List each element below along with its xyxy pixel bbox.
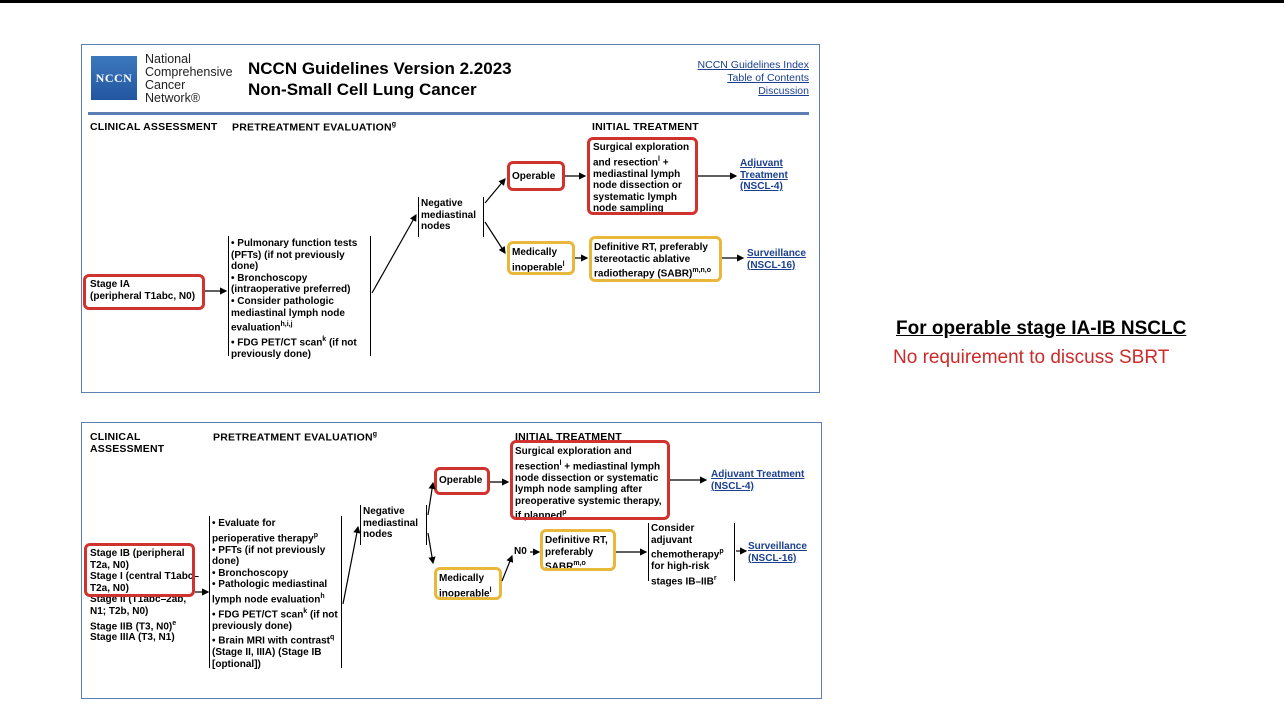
header-initial-treatment: INITIAL TREATMENT: [515, 431, 622, 443]
nccn-logo: NCCN: [91, 56, 137, 100]
list-item: Stage IIIA (T3, N1): [90, 632, 175, 644]
list-item: • PFTs (if not previously done): [212, 544, 326, 568]
operable-label: Operable: [439, 475, 483, 486]
list-item: • Bronchoscopy: [212, 567, 289, 579]
header-clinical-assessment: CLINICAL ASSESSMENT: [90, 431, 165, 455]
list-item: • Pathologic mediastinal lymph node evaluation$^h$: [212, 579, 328, 606]
header-pretreatment-evaluation: PRETREATMENT EVALUATION$^g$: [213, 431, 378, 444]
medically-inoperable-label: Medically inoperable$^l$: [512, 247, 565, 273]
n0-label: N0: [514, 546, 527, 557]
negative-nodes-label: Negative mediastinal nodes: [363, 506, 419, 541]
list-item: • Consider pathologic mediastinal lymph node evaluation$^{h,i,j}$: [231, 295, 345, 334]
surveillance-link[interactable]: Surveillance (NSCL-16): [748, 541, 807, 564]
guideline-panel-stage-ib-iiia: [81, 422, 822, 699]
stage-ia-label: Stage IA (peripheral T1abc, N0): [90, 279, 196, 302]
list-item: • FDG PET/CT scan$^k$ (if not previously done): [231, 336, 357, 360]
top-border-line: [0, 0, 1284, 3]
guideline-title: NCCN Guidelines Version 2.2023 Non-Small Cell Lung Cancer: [248, 59, 512, 99]
surveillance-link[interactable]: Surveillance (NSCL-16): [747, 248, 806, 271]
list-item: Stage IB (peripheral T2a, N0): [90, 548, 185, 571]
consider-chemotherapy-text: Consider adjuvant chemotherapy$^p$ for high-risk stages IB–IIB$^r$: [651, 523, 724, 588]
list-item: • FDG PET/CT scan$^k$ (if not previously done): [212, 607, 338, 632]
list-item: • Pulmonary function tests (PFTs) (if not previously done): [231, 238, 358, 273]
discussion-link[interactable]: Discussion: [758, 85, 809, 97]
list-item: • Brain MRI with contrast$^q$ (Stage II, IIIA) (Stage IB [optional]): [212, 634, 335, 670]
list-item: • Bronchoscopy (intraoperative preferred): [231, 272, 351, 296]
negative-nodes-label: Negative mediastinal nodes: [421, 198, 477, 233]
operable-label: Operable: [512, 171, 556, 182]
list-item: Stage I (central T1abc–T2a, N0): [90, 571, 199, 594]
list-item: Stage IIB (T3, N0)$^e$: [90, 619, 177, 632]
header-pretreatment-evaluation: PRETREATMENT EVALUATION$^g$: [232, 121, 397, 134]
surgical-resection-text: Surgical exploration and resection$^l$ + mediastinal lymph node dissection or systematic lymph node sampling: [593, 142, 690, 215]
definitive-rt-text: Definitive RT, preferably SABR$^{m,o}$: [545, 535, 608, 573]
surgical-resection-text: Surgical exploration and resection$^l$ + mediastinal lymph node dissection or systematic lymph node sampling after preoperative systemic therapy, if planned$^p$: [515, 446, 662, 522]
list-item: • Evaluate for perioperative therapy$^p$: [212, 518, 318, 544]
adjuvant-treatment-link[interactable]: Adjuvant Treatment (NSCL-4): [740, 158, 788, 193]
medically-inoperable-label: Medically inoperable$^l$: [439, 573, 492, 599]
definitive-rt-text: Definitive RT, preferably stereotactic ablative radiotherapy (SABR)$^{m,n,o}$: [594, 242, 712, 280]
panel1-flow-arrows: [82, 45, 821, 394]
note-subtitle: No requirement to discuss SBRT: [893, 347, 1170, 368]
header-clinical-assessment: CLINICAL ASSESSMENT: [90, 121, 218, 133]
guidelines-index-link[interactable]: NCCN Guidelines Index: [697, 59, 809, 71]
note-title: For operable stage IA-IB NSCLC: [896, 318, 1187, 339]
table-of-contents-link[interactable]: Table of Contents: [727, 72, 809, 84]
panel2-flow-arrows: [82, 423, 823, 700]
nccn-logo-wordmark: National Comprehensive Cancer Network®: [145, 52, 233, 105]
guideline-panel-stage-ia: [81, 44, 820, 393]
list-item: Stage II (T1abc–2ab, N1; T2b, N0): [90, 594, 187, 617]
header-initial-treatment: INITIAL TREATMENT: [592, 121, 699, 133]
adjuvant-treatment-link[interactable]: Adjuvant Treatment (NSCL-4): [711, 469, 805, 492]
